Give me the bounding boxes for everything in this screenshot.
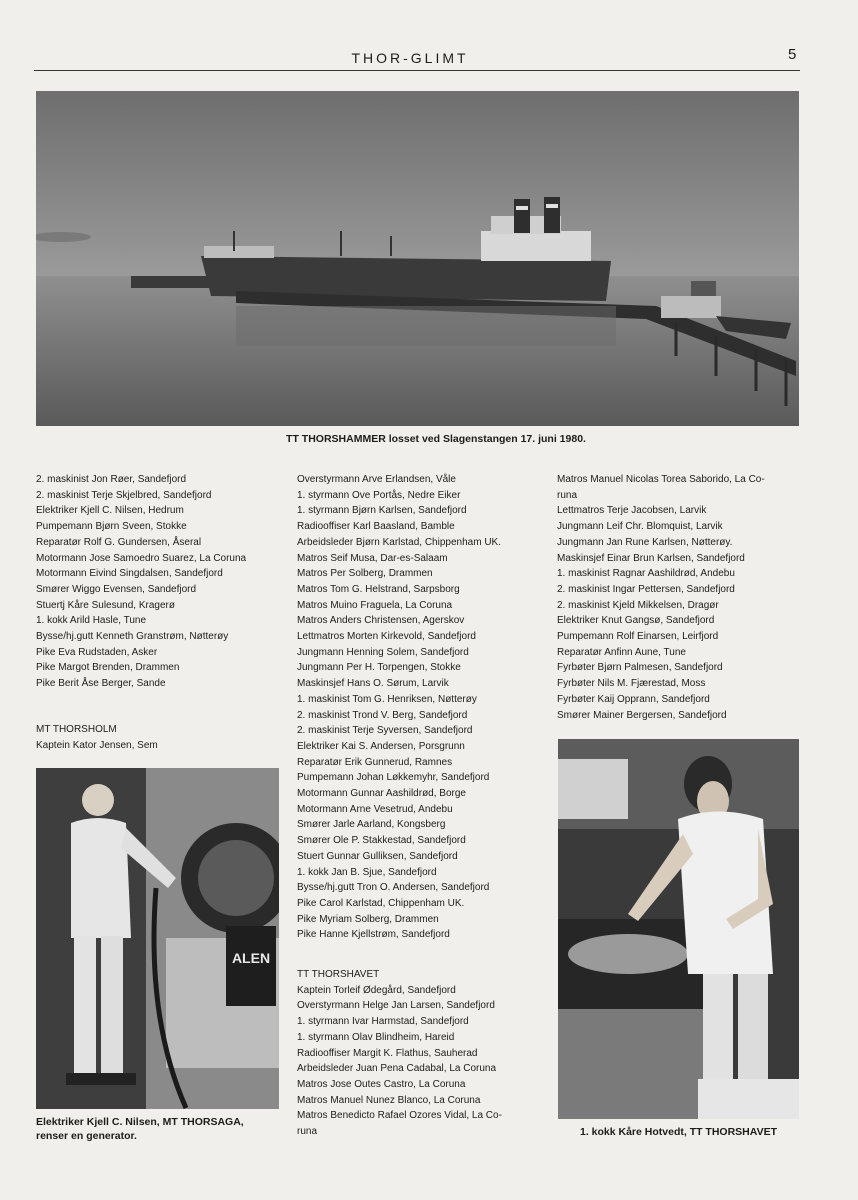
list-item: 2. maskinist Ingar Pettersen, Sandefjord	[557, 583, 735, 595]
list-item: Maskinsjef Hans O. Sørum, Larvik	[297, 678, 449, 690]
list-item: Matros Muino Fraguela, La Coruna	[297, 599, 453, 611]
list-item: Smører Ole P. Stakkestad, Sandefjord	[297, 835, 466, 847]
list-item: Pike Hanne Kjellstrøm, Sandefjord	[297, 929, 450, 941]
electrician-photo	[36, 768, 279, 1109]
list-item: Jungmann Per H. Torpengen, Stokke	[297, 662, 461, 674]
list-item: Fyrbøter Bjørn Palmesen, Sandefjord	[557, 662, 723, 674]
list-item: 1. styrmann Bjørn Karlsen, Sandefjord	[297, 505, 467, 517]
list-item: Jungmann Leif Chr. Blomquist, Larvik	[557, 521, 723, 533]
list-item: Pike Margot Brenden, Drammen	[36, 662, 180, 674]
electrician-photo-caption	[36, 1115, 296, 1143]
list-item: Matros Benedicto Rafael Ozores Vidal, La Co-	[297, 1110, 502, 1122]
column-1	[36, 472, 286, 692]
caption-line: Elektriker Kjell C. Nilsen, MT THORSAGA,	[36, 1116, 244, 1128]
list-item: Overstyrmann Helge Jan Larsen, Sandefjord	[297, 1000, 495, 1012]
list-item: Lettmatros Morten Kirkevold, Sandefjord	[297, 631, 476, 643]
list-item: Motormann Gunnar Aashildrød, Borge	[297, 788, 466, 800]
crew-list	[297, 472, 549, 943]
list-item: Kaptein Torleif Ødegård, Sandefjord	[297, 984, 456, 996]
list-item: 1. styrmann Olav Blindheim, Hareid	[297, 1031, 455, 1043]
list-item: Kaptein Kator Jensen, Sem	[36, 739, 158, 751]
list-item: Pike Berit Åse Berger, Sande	[36, 678, 166, 690]
ship-heading: TT THORSHAVET	[297, 969, 380, 980]
list-item: Smører Wiggo Evensen, Sandefjord	[36, 583, 197, 595]
list-item: Lettmatros Terje Jacobsen, Larvik	[557, 505, 707, 517]
column-3	[557, 472, 802, 723]
list-item: Pumpemann Johan Løkkemyhr, Sandefjord	[297, 772, 490, 784]
list-item: Reparatør Anfinn Aune, Tune	[557, 646, 686, 658]
list-item: Matros Manuel Nicolas Torea Saborido, La Co-	[557, 474, 765, 485]
list-item: 1. kokk Arild Hasle, Tune	[36, 615, 147, 627]
list-item: 1. kokk Jan B. Sjue, Sandefjord	[297, 866, 437, 878]
tanker-at-jetty-photo	[36, 91, 799, 426]
page-number: 5	[788, 46, 797, 63]
list-item: 2. maskinist Kjeld Mikkelsen, Dragør	[557, 599, 719, 611]
list-item: 1. maskinist Ragnar Aashildrød, Andebu	[557, 568, 735, 580]
list-item: Motormann Arne Vesetrud, Andebu	[297, 803, 453, 815]
svg-text:ALEN: ALEN	[231, 950, 271, 966]
list-item: Pumpemann Rolf Einarsen, Leirfjord	[557, 631, 719, 643]
list-item: Arbeidsleder Juan Pena Cadabal, La Coruna	[297, 1063, 497, 1075]
list-item: Fyrbøter Kaij Opprann, Sandefjord	[557, 693, 710, 705]
list-item: Arbeidsleder Bjørn Karlstad, Chippenham UK.	[297, 536, 501, 548]
list-item: Radiooffiser Margit K. Flathus, Sauherad	[297, 1047, 478, 1059]
list-item: Smører Mainer Bergersen, Sandefjord	[557, 709, 727, 721]
list-item: Elektriker Kjell C. Nilsen, Hedrum	[36, 505, 184, 517]
list-item: Reparatør Rolf G. Gundersen, Åseral	[36, 536, 202, 548]
list-item: Pike Myriam Solberg, Drammen	[297, 913, 439, 925]
cook-photo-caption: 1. kokk Kåre Hotvedt, TT THORSHAVET	[579, 1126, 777, 1138]
list-item: Matros Manuel Nunez Blanco, La Coruna	[297, 1094, 481, 1106]
list-item: 1. styrmann Ivar Harmstad, Sandefjord	[297, 1016, 469, 1028]
list-item: Matros Jose Outes Castro, La Coruna	[297, 1078, 466, 1090]
list-item: Overstyrmann Arve Erlandsen, Våle	[297, 474, 456, 485]
list-item: 2. maskinist Jon Røer, Sandefjord	[36, 474, 187, 485]
list-item: 1. styrmann Ove Portås, Nedre Eiker	[297, 489, 461, 501]
list-item: Maskinsjef Einar Brun Karlsen, Sandefjord	[557, 552, 745, 564]
list-item: Bysse/hj.gutt Tron O. Andersen, Sandefjord	[297, 882, 490, 894]
list-item: Jungmann Henning Solem, Sandefjord	[297, 646, 469, 658]
list-item: Bysse/hj.gutt Kenneth Granstrøm, Nøtterøy	[36, 631, 229, 643]
list-item: Pumpemann Bjørn Sveen, Stokke	[36, 521, 187, 533]
list-item: Elektriker Kai S. Andersen, Porsgrunn	[297, 740, 465, 752]
header-rule	[34, 70, 800, 71]
list-item: Matros Per Solberg, Drammen	[297, 568, 433, 580]
crew-list	[557, 472, 802, 723]
column-2	[297, 472, 549, 943]
ship-section-thorsholm	[36, 722, 286, 753]
list-item: 2. maskinist Trond V. Berg, Sandefjord	[297, 709, 468, 721]
list-item: Pike Carol Karlstad, Chippenham UK.	[297, 897, 465, 909]
page-header-title: THOR-GLIMT	[351, 50, 469, 66]
list-item: runa	[297, 1126, 318, 1138]
list-item: Radiooffiser Karl Baasland, Bamble	[297, 521, 455, 533]
list-item: Matros Tom G. Helstrand, Sarpsborg	[297, 583, 460, 595]
top-photo-caption: TT THORSHAMMER losset ved Slagenstangen 17. juni 1980.	[286, 433, 586, 445]
list-item: 1. maskinist Tom G. Henriksen, Nøtterøy	[297, 693, 477, 705]
list-item: 2. maskinist Terje Skjelbred, Sandefjord	[36, 489, 212, 501]
list-item: Fyrbøter Nils M. Fjærestad, Moss	[557, 678, 706, 690]
list-item: Motormann Jose Samoedro Suarez, La Coruna	[36, 552, 247, 564]
ship-heading: MT THORSHOLM	[36, 724, 117, 735]
list-item: Reparatør Erik Gunnerud, Ramnes	[297, 756, 453, 768]
crew-list	[36, 472, 286, 692]
list-item: runa	[557, 489, 578, 501]
list-item: Elektriker Knut Gangsø, Sandefjord	[557, 615, 715, 627]
list-item: Matros Anders Christensen, Agerskov	[297, 615, 465, 627]
caption-line: renser en generator.	[36, 1130, 137, 1142]
list-item: Matros Seif Musa, Dar-es-Salaam	[297, 552, 448, 564]
cook-photo	[558, 739, 799, 1119]
list-item: Jungmann Jan Rune Karlsen, Nøtterøy.	[557, 536, 733, 548]
list-item: 2. maskinist Terje Syversen, Sandefjord	[297, 725, 473, 737]
list-item: Stuertj Kåre Sulesund, Kragerø	[36, 599, 175, 611]
list-item: Smører Jarle Aarland, Kongsberg	[297, 819, 446, 831]
list-item: Stuert Gunnar Gulliksen, Sandefjord	[297, 850, 458, 862]
list-item: Motormann Eivind Singdalsen, Sandefjord	[36, 568, 223, 580]
list-item: Pike Eva Rudstaden, Asker	[36, 646, 158, 658]
ship-section-thorshavet	[297, 967, 549, 1140]
